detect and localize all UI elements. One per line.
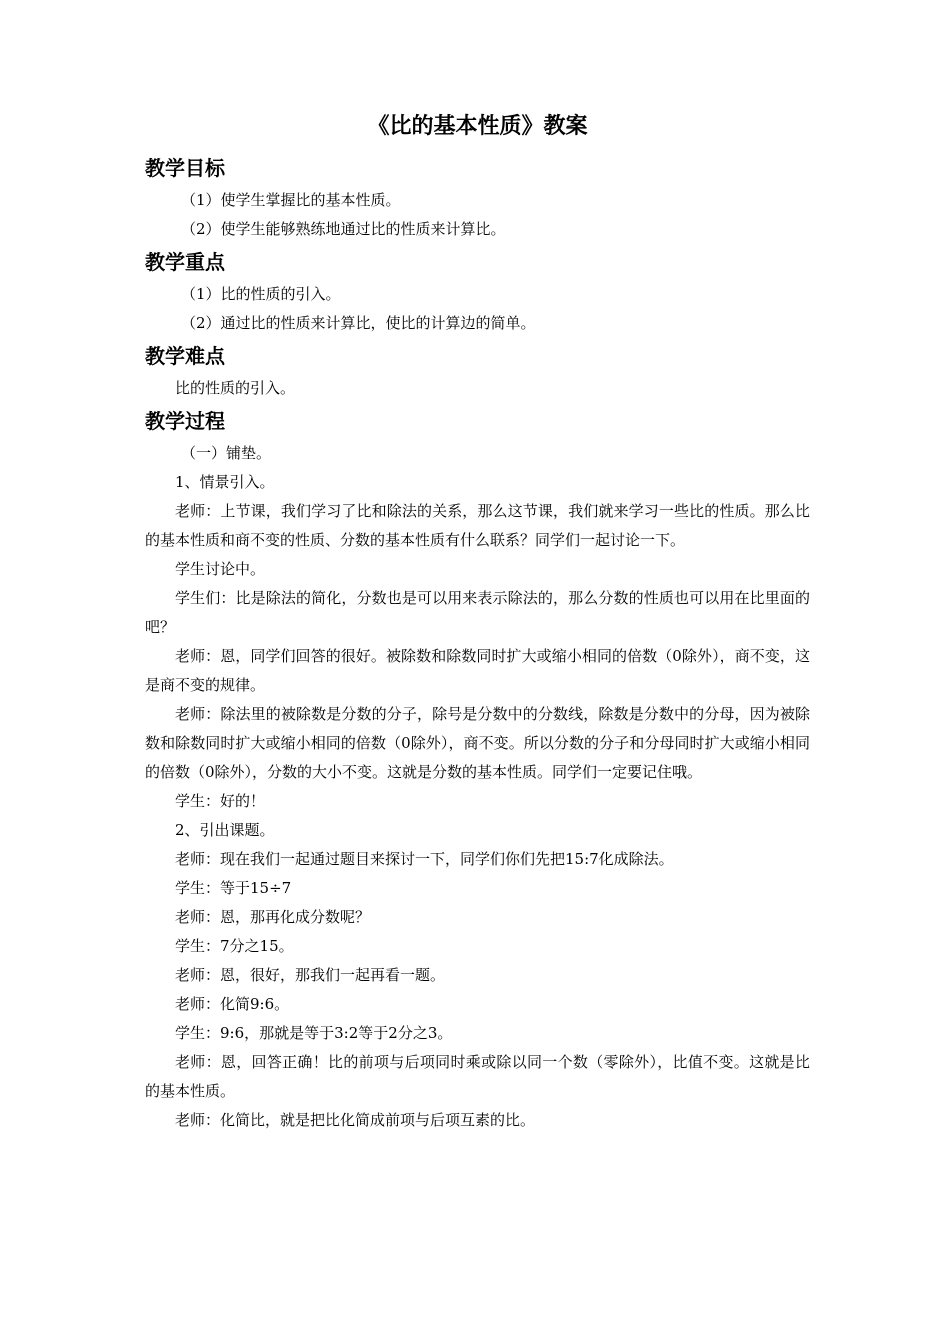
- paragraph: （1）比的性质的引入。: [181, 285, 341, 303]
- section-process: [145, 407, 810, 1135]
- paragraph: 学生：好的！: [175, 792, 266, 810]
- paragraph: 老师：上节课，我们学习了比和除法的关系，那么这节课，我们就来学习一些比的性质。那么比的基本性质和商不变的性质、分数的基本性质有什么联系？同学们一起讨论一下。: [145, 502, 810, 549]
- section-difficulties: [145, 342, 810, 403]
- paragraph: 老师：化简9:6。: [175, 995, 290, 1013]
- paragraph: （2）使学生能够熟练地通过比的性质来计算比。: [181, 220, 506, 238]
- paragraph: 学生讨论中。: [175, 560, 266, 578]
- paragraph: 1、情景引入。: [175, 473, 275, 491]
- paragraph: 老师：恩，那再化成分数呢？: [175, 908, 371, 926]
- paragraph: 老师：恩，回答正确！比的前项与后项同时乘或除以同一个数（零除外），比值不变。这就是比的基本性质。: [145, 1053, 810, 1100]
- document-page: [145, 112, 810, 1139]
- paragraph: （1）使学生掌握比的基本性质。: [181, 191, 401, 209]
- paragraph: （一）铺垫。: [181, 444, 272, 462]
- paragraph: 老师：恩，同学们回答的很好。被除数和除数同时扩大或缩小相同的倍数（0除外），商不变，这是商不变的规律。: [145, 647, 810, 694]
- paragraph: 学生：7分之15。: [175, 937, 294, 955]
- section-heading: 教学目标: [145, 156, 225, 180]
- paragraph: 学生：9:6，那就是等于3:2等于2分之3。: [175, 1024, 453, 1042]
- section-heading: 教学过程: [145, 409, 225, 433]
- paragraph: 2、引出课题。: [175, 821, 275, 839]
- section-objectives: [145, 154, 810, 244]
- paragraph: 学生：等于15÷7: [175, 879, 292, 897]
- paragraph: 老师：现在我们一起通过题目来探讨一下，同学们你们先把15:7化成除法。: [175, 850, 674, 868]
- section-heading: 教学难点: [145, 344, 225, 368]
- section-heading: 教学重点: [145, 250, 225, 274]
- paragraph: 比的性质的引入。: [175, 379, 296, 397]
- section-key-points: [145, 248, 810, 338]
- paragraph: 老师：化简比，就是把比化简成前项与后项互素的比。: [175, 1111, 536, 1129]
- paragraph: 学生们：比是除法的简化，分数也是可以用来表示除法的，那么分数的性质也可以用在比里面的吧？: [145, 589, 810, 636]
- paragraph: 老师：除法里的被除数是分数的分子，除号是分数中的分数线，除数是分数中的分母，因为被除数和除数同时扩大或缩小相同的倍数（0除外），商不变。所以分数的分子和分母同时扩大或缩小相同的倍数（0除外），分数的大小不变。这就是分数的基本性质。同学们一定要记住哦。: [145, 705, 810, 781]
- document-title: 《比的基本性质》教案: [367, 114, 588, 139]
- paragraph: 老师：恩，很好，那我们一起再看一题。: [175, 966, 446, 984]
- paragraph: （2）通过比的性质来计算比，使比的计算边的简单。: [181, 314, 536, 332]
